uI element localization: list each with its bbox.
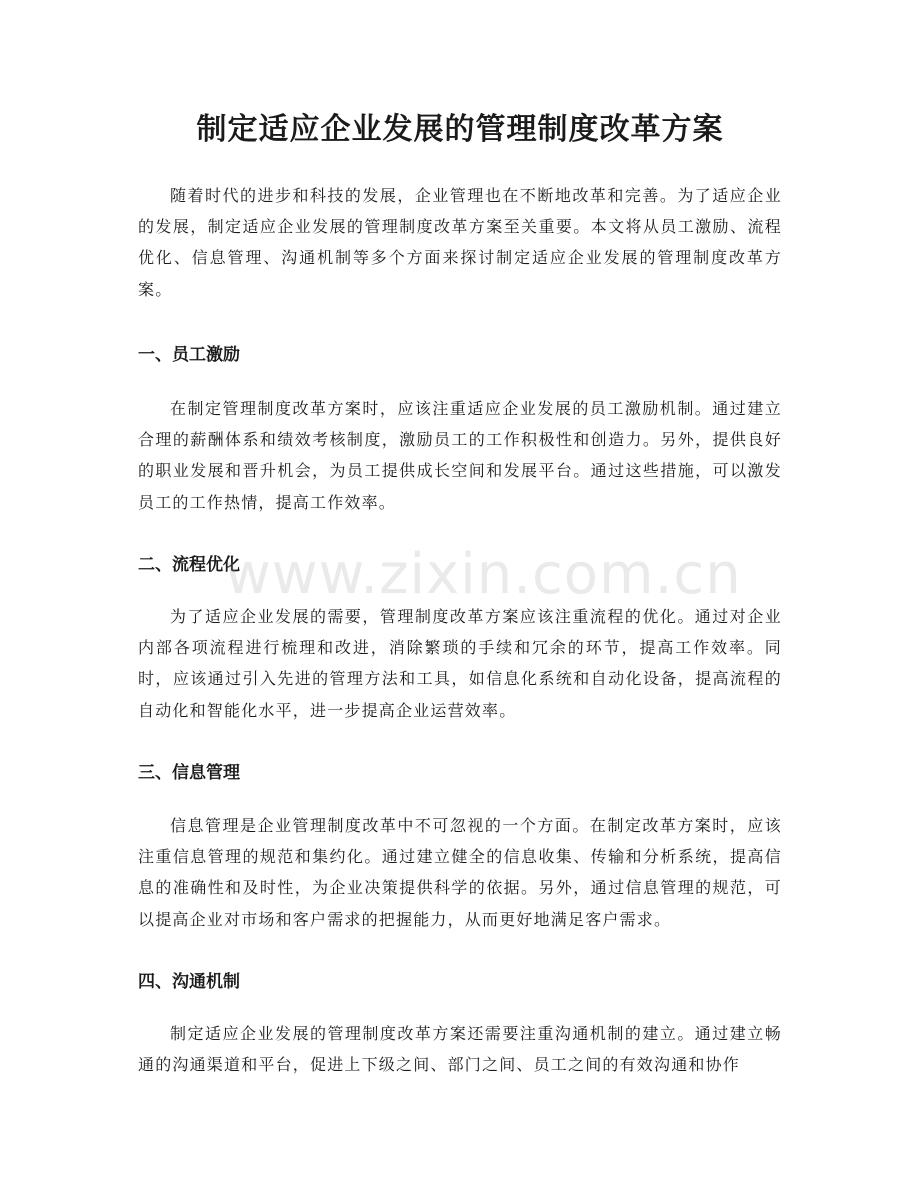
section-paragraph: 为了适应企业发展的需要，管理制度改革方案应该注重流程的优化。通过对企业内部各项流程进行梳理和改进，消除繁琐的手续和冗余的环节，提高工作效率。同时，应该通过引入先进的管理方法和工具，如信息化系统和自动化设备，提高流程的自动化和智能化水平，进一步提高企业运营效率。 xyxy=(138,607,782,720)
section-process-optimization xyxy=(138,552,782,578)
section-information-management-body xyxy=(138,810,782,935)
section-communication-mechanism-body xyxy=(138,1018,782,1080)
section-process-optimization-body xyxy=(138,601,782,726)
intro-paragraph: 随着时代的进步和科技的发展，企业管理也在不断地改革和完善。为了适应企业的发展，制定适应企业发展的管理制度改革方案至关重要。本文将从员工激励、流程优化、信息管理、沟通机制等多个方面来探讨制定适应企业发展的管理制度改革方案。 xyxy=(138,186,782,299)
document-title: 制定适应企业发展的管理制度改革方案 xyxy=(196,112,724,147)
section-paragraph: 制定适应企业发展的管理制度改革方案还需要注重沟通机制的建立。通过建立畅通的沟通渠道和平台，促进上下级之间、部门之间、员工之间的有效沟通和协作 xyxy=(138,1024,782,1075)
section-communication-mechanism xyxy=(138,969,782,995)
section-heading: 一、员工激励 xyxy=(138,345,240,365)
section-heading: 三、信息管理 xyxy=(138,763,240,783)
section-paragraph: 在制定管理制度改革方案时，应该注重适应企业发展的员工激励机制。通过建立合理的薪酬体系和绩效考核制度，激励员工的工作积极性和创造力。另外，提供良好的职业发展和晋升机会，为员工提供成长空间和发展平台。通过这些措施，可以激发员工的工作热情，提高工作效率。 xyxy=(138,399,782,512)
intro-block xyxy=(138,180,782,305)
section-heading: 四、沟通机制 xyxy=(138,972,240,992)
section-employee-incentive xyxy=(138,342,782,368)
watermark: www.zixin.com.cn xyxy=(225,542,742,607)
section-information-management xyxy=(138,760,782,786)
section-paragraph: 信息管理是企业管理制度改革中不可忽视的一个方面。在制定改革方案时，应该注重信息管理的规范和集约化。通过建立健全的信息收集、传输和分析系统，提高信息的准确性和及时性，为企业决策提供科学的依据。另外，通过信息管理的规范，可以提高企业对市场和客户需求的把握能力，从而更好地满足客户需求。 xyxy=(138,816,782,929)
section-heading: 二、流程优化 xyxy=(138,555,240,575)
section-employee-incentive-body xyxy=(138,393,782,518)
